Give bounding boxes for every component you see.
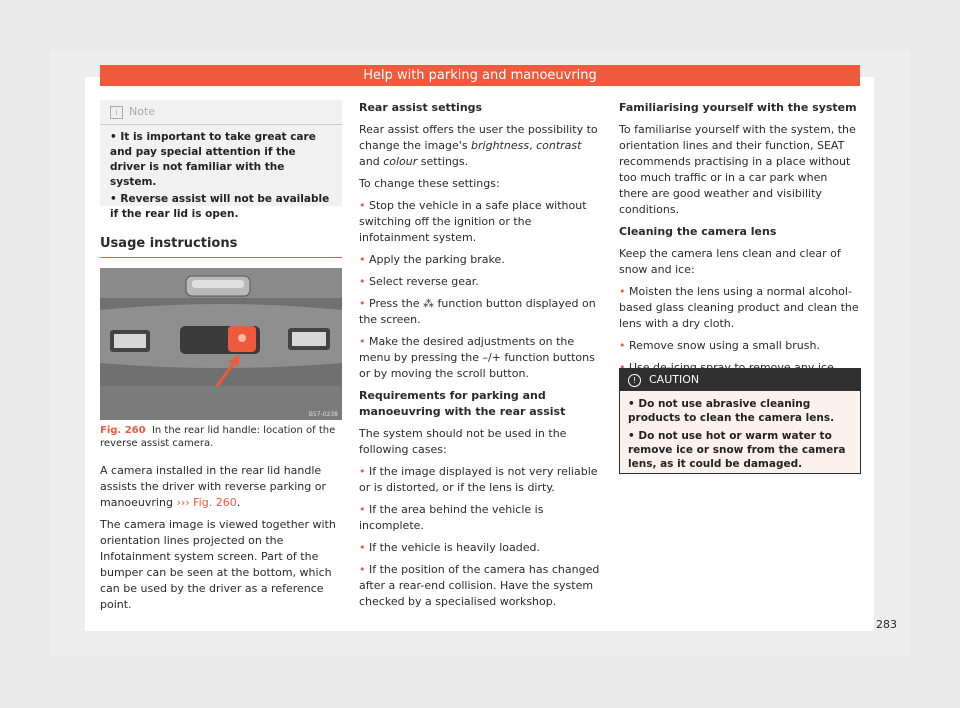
list-item: • Remove snow using a small brush. [619,339,820,352]
page-number: 283 [876,618,897,631]
usage-instructions-heading: Usage instructions [100,236,342,258]
camera-location-figure [100,268,342,420]
page-header: Help with parking and manoeuvring [100,65,860,86]
figure-code: B57-0238 [308,411,338,418]
caution-icon: ! [628,374,641,387]
list-item: • Moisten the lens using a normal alcohol-based glass cleaning product and clean the lens with a dry cloth. [619,285,859,330]
column-3-text: Familiarising yourself with the system To familiarise yourself with the system, the orientation lines and their function, SEAT recommends practising in a place without too much traffic or in a car park when there are good weather and visibility conditions. Cleaning the camera lens Keep the camera lens clean and clear of snow and ice: • Moisten the lens using a normal alcohol-based glass cleaning product and clean the lens with a dry cloth. • Remove snow using a small brush. [619,100,859,382]
note-box [100,100,342,220]
caution-title: CAUTION [649,373,700,386]
caution-box [619,368,861,474]
rear-lid-illustration [100,268,342,420]
familiarising-heading: Familiarising yourself with the system [619,101,857,114]
list-item: • If the vehicle is heavily loaded. [359,541,540,554]
list-item: • Press the ⁂ function button displayed on the screen. [359,297,596,326]
list-item: • If the area behind the vehicle is incomplete. [359,503,544,532]
column-2-text: Rear assist settings Rear assist offers the user the possibility to change the image's brightness, contrast and colour settings. To change these settings: • Stop the vehicle in a safe place without switching off the ignition or the infotainment system. • Apply the parking brake. • Select reverse gear. • Press the ⁂ function button displayed on the screen. • Make the desired adjustments on the menu by pressing the –/+ function buttons or by moving the scroll button. Requirements for parking and manoeuvring with the rear assist The system should not be used in the following cases: • If the image displayed is not very reliable or is distorted, or if the lens is dirty. • If the area behind the vehicle is incomplete. • If the vehicle is heavily loaded. • If the position of the camera has changed after a rear-end collision. Have the system checked by a specialised workshop. [359,100,604,616]
column-1-text: A camera installed in the rear lid handle assists the driver with reverse parking or manoeuvring ››› Fig. 260. The camera image is viewed together with orientation lines projected on the Infotainment system screen. Part of the bumper can be seen at the bottom, which can be used by the driver as a reference point. [100,464,336,611]
note-title: Note [129,105,156,118]
figure-caption: Fig. 260 In the rear lid handle: location of the reverse assist camera. [100,425,336,449]
list-item: • If the image displayed is not very reliable or is distorted, or if the lens is dirty. [359,465,598,494]
info-icon: i [110,106,123,119]
figure-reference-link[interactable]: ››› Fig. 260 [176,496,237,509]
note-item: • It is important to take great care and pay special attention if the driver is not familiar with the system. [110,131,316,188]
list-item: • Stop the vehicle in a safe place without switching off the ignition or the infotainment system. [359,199,587,244]
requirements-heading: Requirements for parking and manoeuvring with the rear assist [359,389,566,418]
rear-assist-settings-heading: Rear assist settings [359,101,483,114]
list-item: • Make the desired adjustments on the menu by pressing the –/+ function buttons or by moving the scroll button. [359,335,595,380]
note-item: • Reverse assist will not be available if the rear lid is open. [110,193,330,220]
cleaning-heading: Cleaning the camera lens [619,225,777,238]
caution-item: • Do not use abrasive cleaning products to clean the camera lens. [628,398,835,424]
settings-function-icon: ⁂ [423,297,434,310]
list-item: • Apply the parking brake. [359,253,505,266]
list-item: • Select reverse gear. [359,275,479,288]
list-item: • If the position of the camera has changed after a rear-end collision. Have the system checked by a specialised workshop. [359,563,600,608]
caution-item: • Do not use hot or warm water to remove ice or snow from the camera lens, as it could be damaged. [628,430,846,470]
